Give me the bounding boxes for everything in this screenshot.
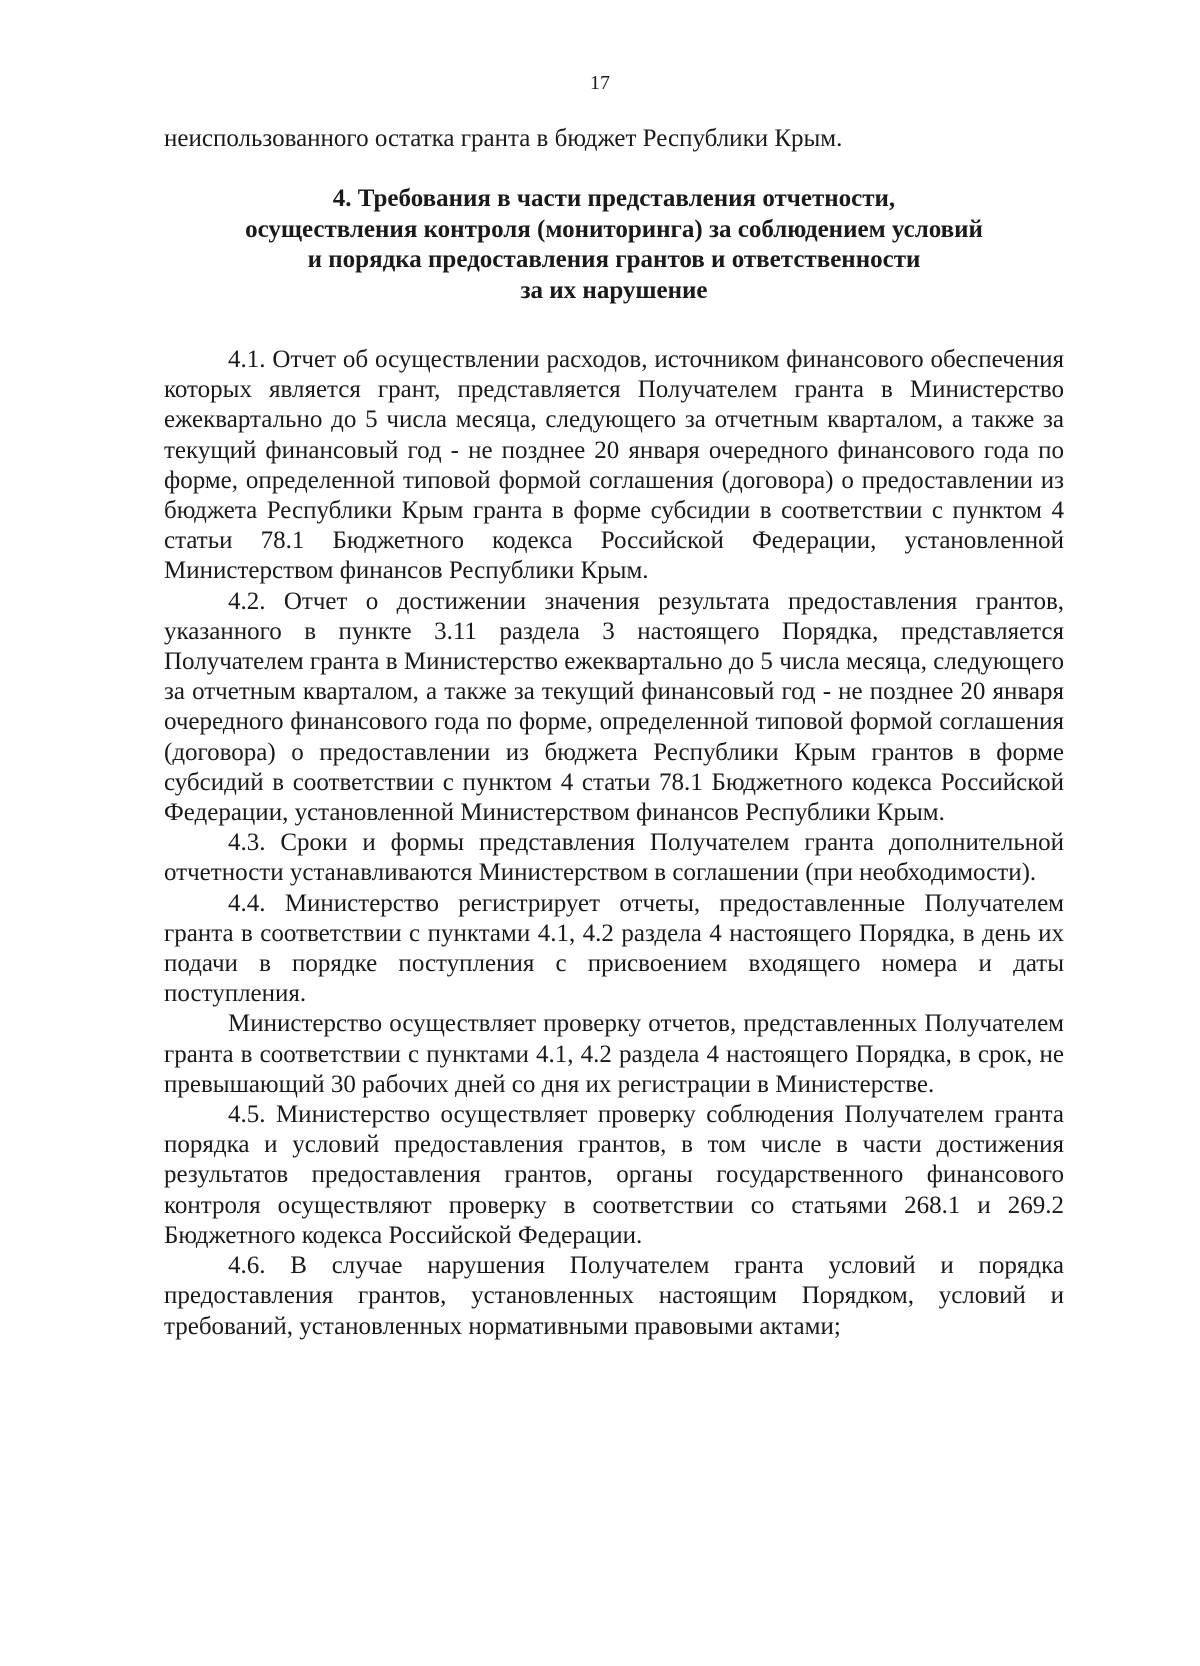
paragraph-4-4: 4.4. Министерство регистрирует отчеты, предоставленные Получателем гранта в соответствии с пунктами 4.1, 4.2 раздела 4 настоящего Порядка, в день их подачи в порядке поступления с присвоением входящего номера и даты поступления. bbox=[164, 889, 1064, 1008]
paragraph-4-3: 4.3. Сроки и формы представления Получателем гранта дополнительной отчетности устанавливаются Министерством в соглашении (при необходимости). bbox=[164, 829, 1064, 887]
section-title bbox=[164, 184, 1064, 306]
section-title-line: за их нарушение bbox=[520, 276, 708, 304]
paragraph-4-5: 4.5. Министерство осуществляет проверку соблюдения Получателем гранта порядка и условий предоставления грантов, в том числе в части достижения результатов предоставления грантов, органы государственного финансового контроля осуществляют проверку в соответствии со статьями 268.1 и 269.2 Бюджетного кодекса Российской Федерации. bbox=[164, 1101, 1064, 1249]
paragraph-4-4-continued: Министерство осуществляет проверку отчетов, представленных Получателем гранта в соответствии с пунктами 4.1, 4.2 раздела 4 настоящего Порядка, в срок, не превышающий 30 рабочих дней со дня их регистрации в Министерстве. bbox=[164, 1010, 1064, 1098]
section-title-line: осуществления контроля (мониторинга) за соблюдением условий bbox=[245, 215, 983, 243]
document-body bbox=[164, 345, 1064, 1342]
paragraph-4-2: 4.2. Отчет о достижении значения результата предоставления грантов, указанного в пункте 3.11 раздела 3 настоящего Порядка, представляется Получателем гранта в Министерство ежеквартально до 5 числа месяца, следующего за отчетным кварталом, а также за текущий финансовый год - не позднее 20 января очередного финансового года по форме, определенной типовой формой соглашения (договора) о предоставлении из бюджета Республики Крым грантов в форме субсидий в соответствии с пунктом 4 статьи 78.1 Бюджетного кодекса Российской Федерации, установленной Министерством финансов Республики Крым. bbox=[164, 587, 1064, 827]
paragraph-4-1: 4.1. Отчет об осуществлении расходов, источником финансового обеспечения которых является грант, представляется Получателем гранта в Министерство ежеквартально до 5 числа месяца, следующего за отчетным кварталом, а также за текущий финансовый год - не позднее 20 января очередного финансового года по форме, определенной типовой формой соглашения (договора) о предоставлении из бюджета Республики Крым гранта в форме субсидии в соответствии с пунктом 4 статьи 78.1 Бюджетного кодекса Российской Федерации, установленной Министерством финансов Республики Крым. bbox=[164, 346, 1064, 585]
paragraph-4-6: 4.6. В случае нарушения Получателем гранта условий и порядка предоставления грантов, установленных настоящим Порядком, условий и требований, установленных нормативными правовыми актами; bbox=[164, 1252, 1064, 1340]
section-title-line: и порядка предоставления грантов и ответственности bbox=[307, 246, 921, 273]
continuation-line: неиспользованного остатка гранта в бюджет Республики Крым. bbox=[164, 125, 843, 152]
section-title-line: 4. Требования в части представления отчетности, bbox=[332, 185, 896, 212]
page-number: 17 bbox=[590, 72, 610, 94]
